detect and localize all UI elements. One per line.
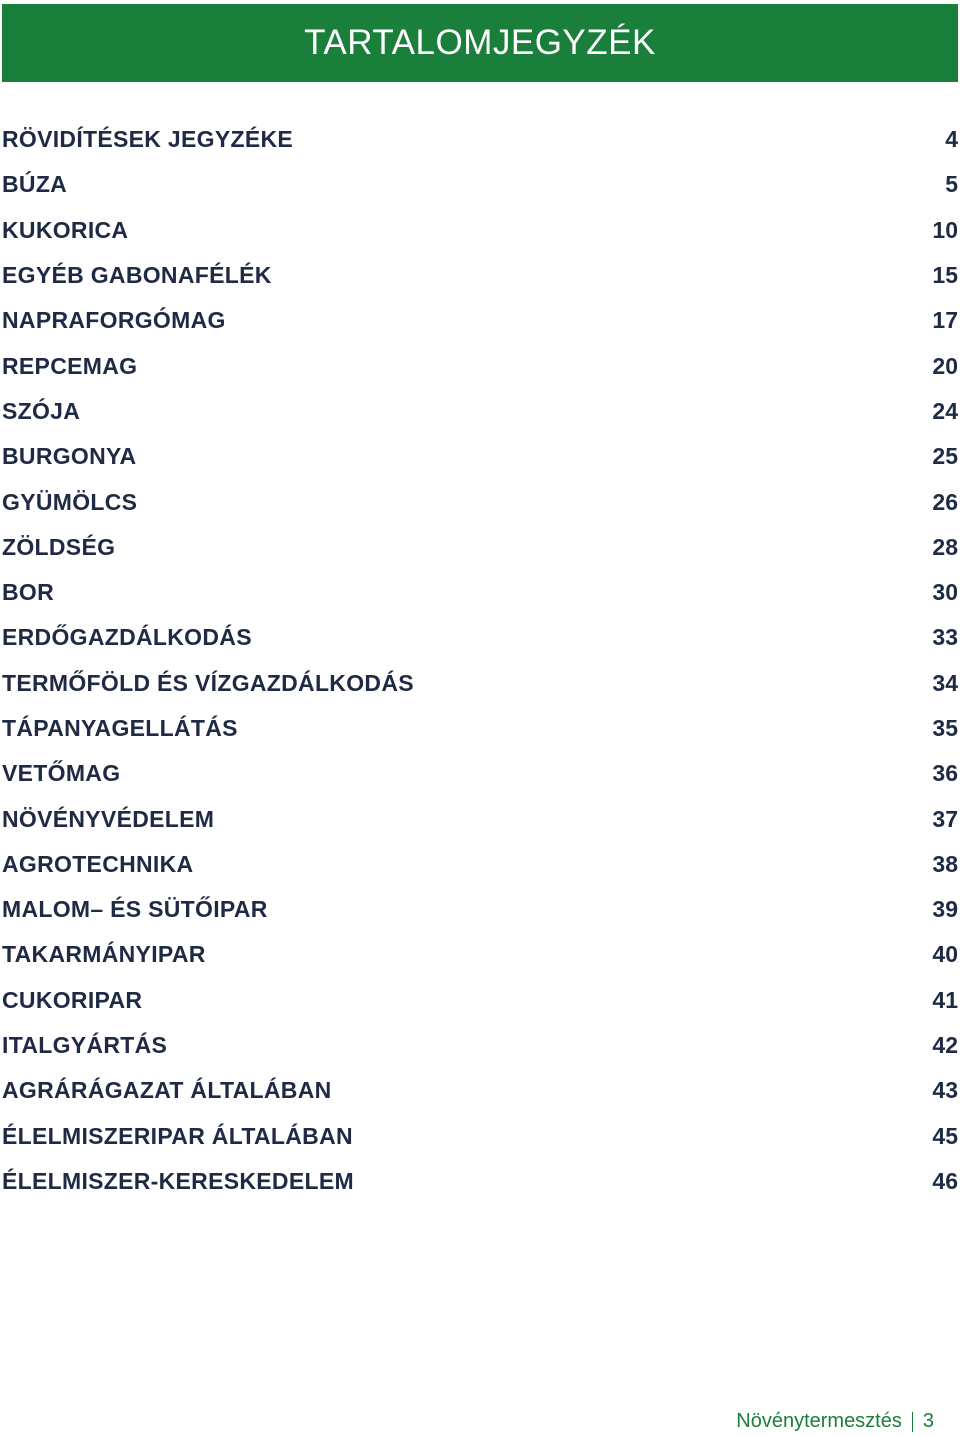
- toc-entry[interactable]: [0, 932, 960, 977]
- toc-entry-label: GYÜMÖLCS: [2, 488, 138, 515]
- toc-entry[interactable]: [0, 842, 960, 887]
- toc-entry-page: 20: [932, 352, 958, 379]
- toc-entry-page: 41: [932, 986, 958, 1013]
- toc-entry-page: 42: [932, 1032, 958, 1059]
- toc-entry-page: 17: [932, 307, 958, 334]
- toc-entry[interactable]: [0, 343, 960, 388]
- toc-entry-page: 35: [932, 715, 958, 741]
- title-banner: [2, 4, 958, 82]
- toc-entry-page: 24: [932, 397, 958, 424]
- toc-entry[interactable]: [0, 525, 960, 570]
- page-title: TARTALOMJEGYZÉK: [304, 23, 656, 62]
- toc-entry-label: BÚZA: [2, 171, 68, 198]
- toc-entry-label: ÉLELMISZERIPAR ÁLTALÁBAN: [2, 1122, 353, 1149]
- toc-entry-page: 43: [932, 1077, 958, 1104]
- toc-entry[interactable]: [0, 661, 960, 706]
- toc-entry-label: NAPRAFORGÓMAG: [2, 307, 226, 334]
- toc-entry-label: ITALGYÁRTÁS: [2, 1032, 168, 1059]
- toc-entry[interactable]: [0, 615, 960, 660]
- toc-entry-label: AGRÁRÁGAZAT ÁLTALÁBAN: [2, 1077, 332, 1104]
- footer-divider: [912, 1412, 913, 1432]
- toc-entry[interactable]: [0, 570, 960, 615]
- toc-entry-label: NÖVÉNYVÉDELEM: [2, 805, 215, 832]
- toc-entry[interactable]: [0, 1068, 960, 1113]
- toc-entry[interactable]: [0, 1114, 960, 1159]
- toc-entry[interactable]: [0, 978, 960, 1023]
- toc-entry-label: AGROTECHNIKA: [2, 850, 194, 877]
- toc-entry-page: 15: [932, 262, 958, 289]
- toc-entry-page: 10: [932, 216, 958, 243]
- toc-entry[interactable]: [0, 208, 960, 253]
- toc-entry[interactable]: [0, 1159, 960, 1204]
- toc-entry[interactable]: [0, 298, 960, 343]
- toc-entry[interactable]: [0, 162, 960, 207]
- toc-entry-label: KUKORICA: [2, 216, 129, 243]
- toc-entry[interactable]: [0, 479, 960, 524]
- toc-entry-page: 30: [932, 579, 958, 606]
- toc-entry-label: SZÓJA: [2, 397, 81, 424]
- table-of-contents: [0, 117, 960, 1204]
- toc-entry-label: RÖVIDÍTÉSEK JEGYZÉKE: [2, 126, 294, 153]
- toc-entry-page: 25: [932, 443, 958, 470]
- toc-entry-label: TAKARMÁNYIPAR: [2, 941, 206, 968]
- toc-entry-page: 28: [932, 533, 958, 560]
- footer-page-number: 3: [922, 1410, 934, 1432]
- toc-entry[interactable]: [0, 117, 960, 162]
- toc-entry-label: ZÖLDSÉG: [2, 533, 116, 560]
- footer-section-name: Növénytermesztés: [736, 1410, 902, 1432]
- toc-entry-page: 34: [932, 669, 958, 696]
- toc-entry-page: 40: [932, 941, 958, 968]
- toc-entry[interactable]: [0, 253, 960, 298]
- toc-entry-label: EGYÉB GABONAFÉLÉK: [2, 262, 272, 289]
- toc-entry-page: 36: [932, 760, 958, 787]
- toc-entry[interactable]: [0, 887, 960, 932]
- toc-entry[interactable]: [0, 389, 960, 434]
- toc-entry-label: TERMŐFÖLD ÉS VÍZGAZDÁLKODÁS: [2, 669, 414, 696]
- toc-entry-page: 38: [932, 850, 958, 877]
- toc-entry-page: 33: [932, 624, 958, 651]
- toc-entry[interactable]: [0, 751, 960, 796]
- toc-entry-page: 37: [932, 805, 958, 832]
- toc-entry-label: ERDŐGAZDÁLKODÁS: [2, 624, 252, 651]
- toc-entry-page: 5: [945, 171, 958, 198]
- toc-entry[interactable]: [0, 434, 960, 479]
- toc-entry-page: 45: [932, 1122, 958, 1149]
- toc-entry-page: 4: [945, 126, 958, 153]
- toc-entry-label: CUKORIPAR: [2, 986, 143, 1013]
- toc-entry-label: BOR: [2, 579, 55, 606]
- toc-entry-label: VETŐMAG: [2, 760, 121, 787]
- page-footer: [736, 1410, 934, 1433]
- toc-entry-page: 39: [932, 896, 958, 923]
- toc-entry-label: TÁPANYAGELLÁTÁS: [2, 715, 238, 741]
- toc-entry[interactable]: [0, 706, 960, 751]
- toc-entry-label: ÉLELMISZER-KERESKEDELEM: [2, 1167, 354, 1194]
- toc-entry-label: REPCEMAG: [2, 352, 138, 379]
- toc-entry[interactable]: [0, 796, 960, 841]
- toc-entry-label: BURGONYA: [2, 443, 137, 470]
- toc-entry-page: 46: [932, 1167, 958, 1194]
- toc-entry[interactable]: [0, 1023, 960, 1068]
- toc-entry-page: 26: [932, 488, 958, 515]
- toc-entry-label: MALOM– ÉS SÜTŐIPAR: [2, 896, 268, 923]
